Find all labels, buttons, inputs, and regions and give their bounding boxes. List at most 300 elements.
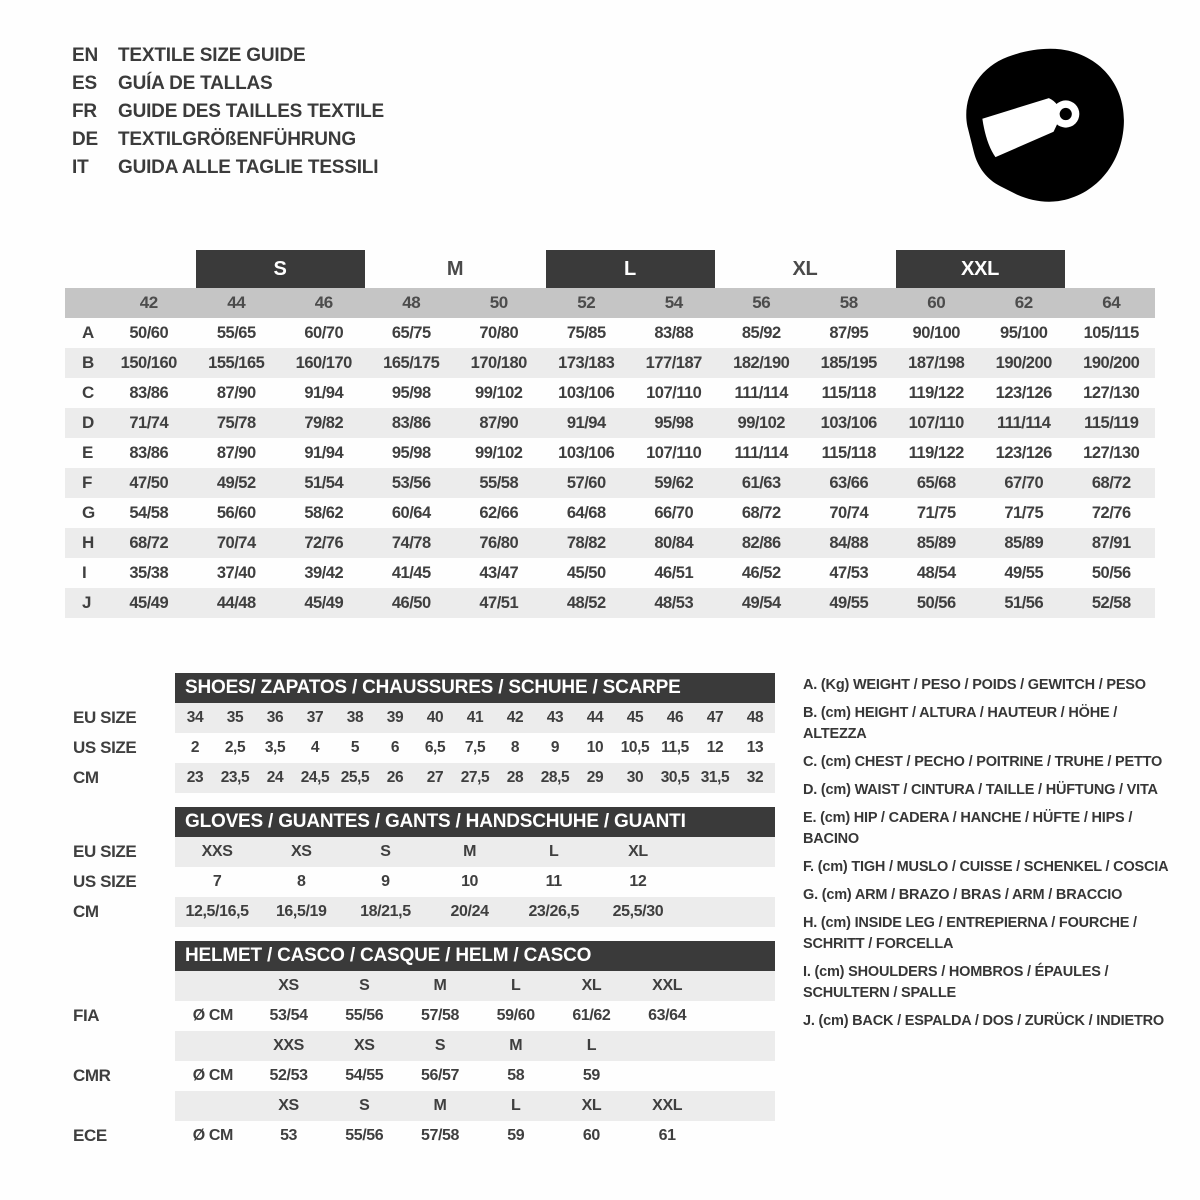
table-cell: 49/55 [829,593,869,612]
table-cell: 43 [546,709,564,726]
language-row [72,154,384,182]
table-cell: 54/55 [345,1067,384,1084]
table-cell: 66/70 [654,503,694,522]
language-title-list [72,40,384,215]
measurement-rows [65,318,1155,618]
measurement-row [65,528,1155,558]
row-letter: F [82,473,93,492]
table-cell: 50/60 [129,323,169,342]
table-cell: 127/130 [1083,383,1140,402]
gutter [65,807,175,837]
legend-item: G. (cm) ARM / BRAZO / BRAS / ARM / BRACCIO [803,887,1123,903]
language-code: EN [72,45,98,66]
table-cell: 12 [706,739,724,756]
table-cell: 30,5 [660,769,690,786]
row-label: FIA [73,1006,100,1025]
row-label: CM [73,768,99,787]
size-number: 50 [489,293,508,312]
legend-item: D. (cm) WAIST / CINTURA / TAILLE / HÜFTUNG / VITA [803,782,1158,798]
row-letter: C [82,383,95,402]
table-cell: 53/56 [391,473,431,492]
table-cell: 23/26,5 [528,903,580,920]
table-cell: 47 [706,709,724,726]
size-group [718,250,893,288]
table-cell: 43/47 [479,563,519,582]
section-title-row [65,673,775,703]
table-cell: 61/63 [741,473,781,492]
table-cell: 95/98 [654,413,694,432]
table-cell: 38 [346,709,364,726]
row-letter: J [82,593,92,612]
table-cell: 150/160 [120,353,177,372]
language-row [72,126,384,154]
table-cell: 165/175 [383,353,440,372]
table-cell: 115/118 [821,443,876,462]
table-cell: 24 [266,769,284,786]
legend-item: H. (cm) INSIDE LEG / ENTREPIERNA / FOURCHE / SCHRITT / FORCELLA [803,915,1137,952]
size-row [65,1001,775,1031]
table-cell: 48 [746,709,764,726]
table-cell: 49/52 [216,473,256,492]
table-cell: 127/130 [1083,443,1140,462]
measurement-row [65,348,1155,378]
table-cell: 84/88 [829,533,869,552]
size-number: 60 [927,293,946,312]
table-cell: 177/187 [645,353,702,372]
table-cell: 87/90 [216,383,256,402]
section-title-bar: GLOVES / GUANTES / GANTS / HANDSCHUHE / GUANTI [175,807,775,837]
row-label [65,971,175,1001]
table-cell: 28 [506,769,524,786]
table-cell: 16,5/19 [275,903,327,920]
table-cell: 170/180 [470,353,527,372]
table-cell: 83/88 [654,323,694,342]
size-row [65,1061,775,1091]
table-cell: 85/89 [916,533,956,552]
size-group [546,250,715,288]
table-cell: 107/110 [908,413,964,432]
table-cell: 56/60 [216,503,256,522]
table-cell: M [509,1037,523,1054]
table-cell: 71/75 [1004,503,1044,522]
table-cell: 103/106 [558,383,615,402]
table-cell: 70/80 [479,323,519,342]
table-cell: S [380,843,391,860]
table-cell: 83/86 [391,413,431,432]
table-cell: 57/58 [420,1007,460,1024]
table-cell: 103/106 [820,413,877,432]
table-cell: 67/70 [1004,473,1044,492]
row-label: EU SIZE [73,842,137,861]
table-cell: 24,5 [300,769,330,786]
table-cell: 42 [506,709,524,726]
measurement-row [65,318,1155,348]
table-cell: 48/52 [566,593,606,612]
legend-item: J. (cm) BACK / ESPALDA / DOS / ZURÜCK / INDIETRO [803,1013,1164,1029]
table-cell: 10 [586,739,604,756]
table-cell: 26 [386,769,404,786]
table-cell: 23,5 [220,769,250,786]
table-cell: 115/119 [1084,413,1139,432]
table-cell: 45 [626,709,644,726]
accessory-tables [65,673,775,1165]
measurement-legend [775,673,1170,1165]
table-cell: 27 [426,769,444,786]
size-section [65,673,775,793]
size-group-label: XL [792,257,818,280]
size-row [65,1091,775,1121]
table-cell: 72/76 [304,533,344,552]
table-cell: 58 [507,1067,525,1084]
measurement-row [65,558,1155,588]
legend-item: I. (cm) SHOULDERS / HOMBROS / ÉPAULES / SCHULTERN / SPALLE [803,964,1109,1001]
racing-helmet-icon [952,40,1142,218]
row-letter: A [82,323,95,342]
size-row [65,1031,775,1061]
table-cell: 187/198 [908,353,965,372]
table-cell: 47/51 [479,593,519,612]
table-cell: 119/122 [908,383,964,402]
table-cell: 91/94 [304,443,344,462]
table-cell: 75/78 [216,413,256,432]
size-row [65,971,775,1001]
table-cell: 185/195 [820,353,877,372]
table-cell: S [434,1037,446,1054]
table-cell: 85/92 [741,323,781,342]
language-code: FR [72,101,97,122]
table-cell: 87/90 [479,413,519,432]
size-number: 56 [752,293,771,312]
measurement-row [65,408,1155,438]
size-group [196,250,365,288]
row-label: US SIZE [73,738,137,757]
table-cell: 68/72 [1091,473,1131,492]
size-number: 54 [664,293,683,312]
table-cell: 32 [746,769,764,786]
table-cell: 46/51 [654,563,694,582]
guide-title: TEXTILE SIZE GUIDE [118,45,306,66]
size-row [65,703,775,733]
table-cell: 7 [212,873,222,890]
table-cell: XL [581,1097,602,1114]
row-label [65,1091,175,1121]
table-cell: 60/70 [304,323,344,342]
table-cell: 87/91 [1091,533,1131,552]
table-cell: 46/52 [741,563,781,582]
table-cell: 60/64 [391,503,431,522]
table-cell: 61 [658,1127,676,1144]
table-cell: XS [354,1037,375,1054]
table-cell: 37/40 [216,563,256,582]
table-cell: 27,5 [460,769,490,786]
table-cell: 52/58 [1091,593,1131,612]
table-cell: 123/126 [995,443,1052,462]
table-cell: 25,5/30 [612,903,664,920]
row-label [65,1031,175,1061]
table-cell: L [549,843,559,860]
table-cell: 2 [190,739,200,756]
table-cell: 182/190 [733,353,790,372]
row-letter: H [82,533,95,552]
size-group-label: L [624,257,636,280]
table-cell: 82/86 [741,533,781,552]
gutter [65,250,105,288]
row-label: CMR [73,1066,111,1085]
table-cell: 46 [666,709,684,726]
table-cell: 62/66 [479,503,519,522]
size-group-label: S [273,257,287,280]
table-cell: 83/86 [129,383,169,402]
table-cell: 35/38 [129,563,169,582]
table-cell: 28,5 [540,769,570,786]
size-number: 48 [402,293,421,312]
guide-title: GUIDE DES TAILLES TEXTILE [118,101,384,122]
size-group [105,250,193,288]
row-label: CM [73,902,99,921]
table-cell: 25,5 [340,769,370,786]
language-code: DE [72,129,98,150]
size-number: 64 [1102,293,1121,312]
table-cell: 91/94 [566,413,606,432]
table-cell: 11,5 [661,739,689,756]
table-cell: 10 [461,873,479,890]
size-row [65,1121,775,1151]
size-group [368,250,543,288]
table-cell: 83/86 [129,443,169,462]
table-cell: S [359,1097,370,1114]
table-cell: 10,5 [620,739,650,756]
measurement-row [65,378,1155,408]
table-cell: XXS [273,1037,304,1054]
table-cell: 90/100 [912,323,960,342]
table-cell: 29 [586,769,604,786]
section-title-bar: HELMET / CASCO / CASQUE / HELM / CASCO [175,941,775,971]
size-number: 52 [577,293,596,312]
table-cell: 99/102 [475,383,523,402]
table-cell: 95/100 [1000,323,1048,342]
table-cell: 55/56 [345,1127,384,1144]
table-cell: 49/54 [741,593,781,612]
table-cell: 53/54 [269,1007,308,1024]
gutter [65,673,175,703]
row-letter: E [82,443,94,462]
table-cell: 34 [186,709,204,726]
row-letter: D [82,413,95,432]
table-cell: XXS [201,843,233,860]
table-cell: 105/115 [1083,323,1139,342]
size-group [896,250,1065,288]
table-cell: 63/66 [829,473,869,492]
table-cell: 190/200 [995,353,1052,372]
table-cell: 119/122 [908,443,964,462]
table-cell: 111/114 [997,413,1051,432]
row-letter: G [82,503,96,522]
table-cell: 75/85 [566,323,606,342]
table-cell: L [511,1097,521,1114]
table-cell: 57/58 [420,1127,460,1144]
table-cell: 155/165 [208,353,265,372]
table-cell: 107/110 [646,443,702,462]
table-cell: 59/62 [654,473,694,492]
table-cell: 4 [310,739,320,756]
size-row [65,867,775,897]
table-cell: 72/76 [1091,503,1131,522]
table-cell: 65/75 [391,323,431,342]
table-cell: 107/110 [646,383,702,402]
size-number: 42 [139,293,158,312]
language-row [72,42,384,70]
size-row [65,763,775,793]
guide-title: GUÍA DE TALLAS [118,73,273,94]
row-label: ECE [73,1126,107,1145]
table-cell: 70/74 [216,533,256,552]
table-cell: 57/60 [566,473,606,492]
measurement-row [65,498,1155,528]
size-row [65,897,775,927]
table-cell: 65/68 [916,473,956,492]
table-cell: 99/102 [475,443,523,462]
table-cell: 39 [386,709,404,726]
table-cell: 23 [186,769,204,786]
table-cell: 59 [507,1127,525,1144]
guide-title: GUIDA ALLE TAGLIE TESSILI [118,157,379,178]
gutter [65,288,105,318]
table-cell: 85/89 [1004,533,1044,552]
table-cell: 45/49 [304,593,344,612]
table-cell: 111/114 [734,383,788,402]
size-number-row [65,288,1155,318]
table-cell: 51/56 [1004,593,1044,612]
table-cell: 95/98 [391,443,431,462]
section-title-row [65,941,775,971]
lower-area [65,673,1170,1165]
legend-item: B. (cm) HEIGHT / ALTURA / HAUTEUR / HÖHE / ALTEZZA [803,705,1118,742]
table-cell: 59/60 [496,1007,535,1024]
table-cell: 74/78 [391,533,431,552]
row-label: US SIZE [73,872,137,891]
legend-item: C. (cm) CHEST / PECHO / POITRINE / TRUHE / PETTO [803,754,1163,770]
table-cell: 11 [545,873,562,890]
table-cell: 6,5 [424,739,446,756]
table-cell: 99/102 [737,413,785,432]
language-code: ES [72,73,97,94]
table-cell: XS [278,977,299,994]
table-cell: 59 [582,1067,600,1084]
size-section [65,807,775,927]
legend-item: E. (cm) HIP / CADERA / HANCHE / HÜFTE / HIPS / BACINO [803,810,1133,847]
table-cell: 79/82 [304,413,344,432]
table-cell: 50/56 [1091,563,1131,582]
table-cell: 190/200 [1083,353,1140,372]
table-cell: 91/94 [304,383,344,402]
size-number: 62 [1014,293,1033,312]
table-cell: 80/84 [654,533,694,552]
size-section [65,941,775,1151]
table-cell: 18/21,5 [360,903,411,920]
legend-item: A. (Kg) WEIGHT / PESO / POIDS / GEWITCH / PESO [803,677,1146,693]
table-cell: 123/126 [995,383,1052,402]
textile-size-table [65,250,1155,618]
row-label: EU SIZE [73,708,137,727]
table-cell: 53 [280,1127,298,1144]
table-cell: 30 [626,769,644,786]
size-row [65,837,775,867]
table-cell: 60 [582,1127,600,1144]
table-cell: 115/118 [821,383,876,402]
table-cell: 40 [426,709,444,726]
table-cell: 2,5 [224,739,246,756]
table-cell: 54/58 [129,503,169,522]
table-cell: 7,5 [464,739,486,756]
gutter [65,941,175,971]
language-code: IT [72,157,89,178]
size-group-row [65,250,1155,288]
table-cell: 35 [226,709,244,726]
guide-title: TEXTILGRÖßENFÜHRUNG [118,129,356,150]
table-cell: 51/54 [304,473,344,492]
table-cell: 70/74 [829,503,869,522]
table-cell: 68/72 [741,503,781,522]
table-cell: 71/74 [129,413,169,432]
table-cell: 58/62 [304,503,344,522]
table-cell: S [359,977,370,994]
table-cell: 103/106 [558,443,615,462]
table-cell: 55/65 [216,323,256,342]
table-cell: 36 [266,709,284,726]
table-cell: 87/95 [829,323,869,342]
table-cell: 5 [350,739,360,756]
table-cell: Ø CM [192,1067,233,1084]
table-cell: 78/82 [566,533,606,552]
table-cell: 12 [629,873,647,890]
table-cell: 31,5 [700,769,730,786]
table-cell: M [433,1097,447,1114]
size-group-label: XXL [961,257,999,280]
table-cell: 50/56 [916,593,956,612]
table-cell: 3,5 [264,739,286,756]
table-cell: 46/50 [391,593,431,612]
table-cell: 39/42 [304,563,344,582]
measurement-row [65,588,1155,618]
table-cell: 8 [296,873,306,890]
table-cell: 44 [586,709,604,726]
table-cell: XXL [652,1097,683,1114]
table-cell: 63/64 [648,1007,687,1024]
table-cell: 52/53 [269,1067,308,1084]
measurement-row [65,468,1155,498]
table-cell: XL [628,843,648,860]
section-title-row [65,807,775,837]
table-cell: 13 [746,739,764,756]
row-letter: I [82,563,87,582]
table-cell: XS [278,1097,299,1114]
table-cell: 9 [550,739,560,756]
size-group [1068,250,1156,288]
table-cell: Ø CM [192,1007,233,1024]
size-group-label: M [446,257,464,280]
table-cell: 68/72 [129,533,169,552]
measurement-row [65,438,1155,468]
table-cell: 20/24 [450,903,489,920]
table-cell: 41/45 [391,563,431,582]
table-cell: 49/55 [1004,563,1044,582]
table-cell: 64/68 [566,503,606,522]
table-cell: XXL [652,977,683,994]
table-cell: Ø CM [192,1127,233,1144]
row-letter: B [82,353,95,372]
table-cell: 47/53 [829,563,869,582]
table-cell: 71/75 [916,503,956,522]
